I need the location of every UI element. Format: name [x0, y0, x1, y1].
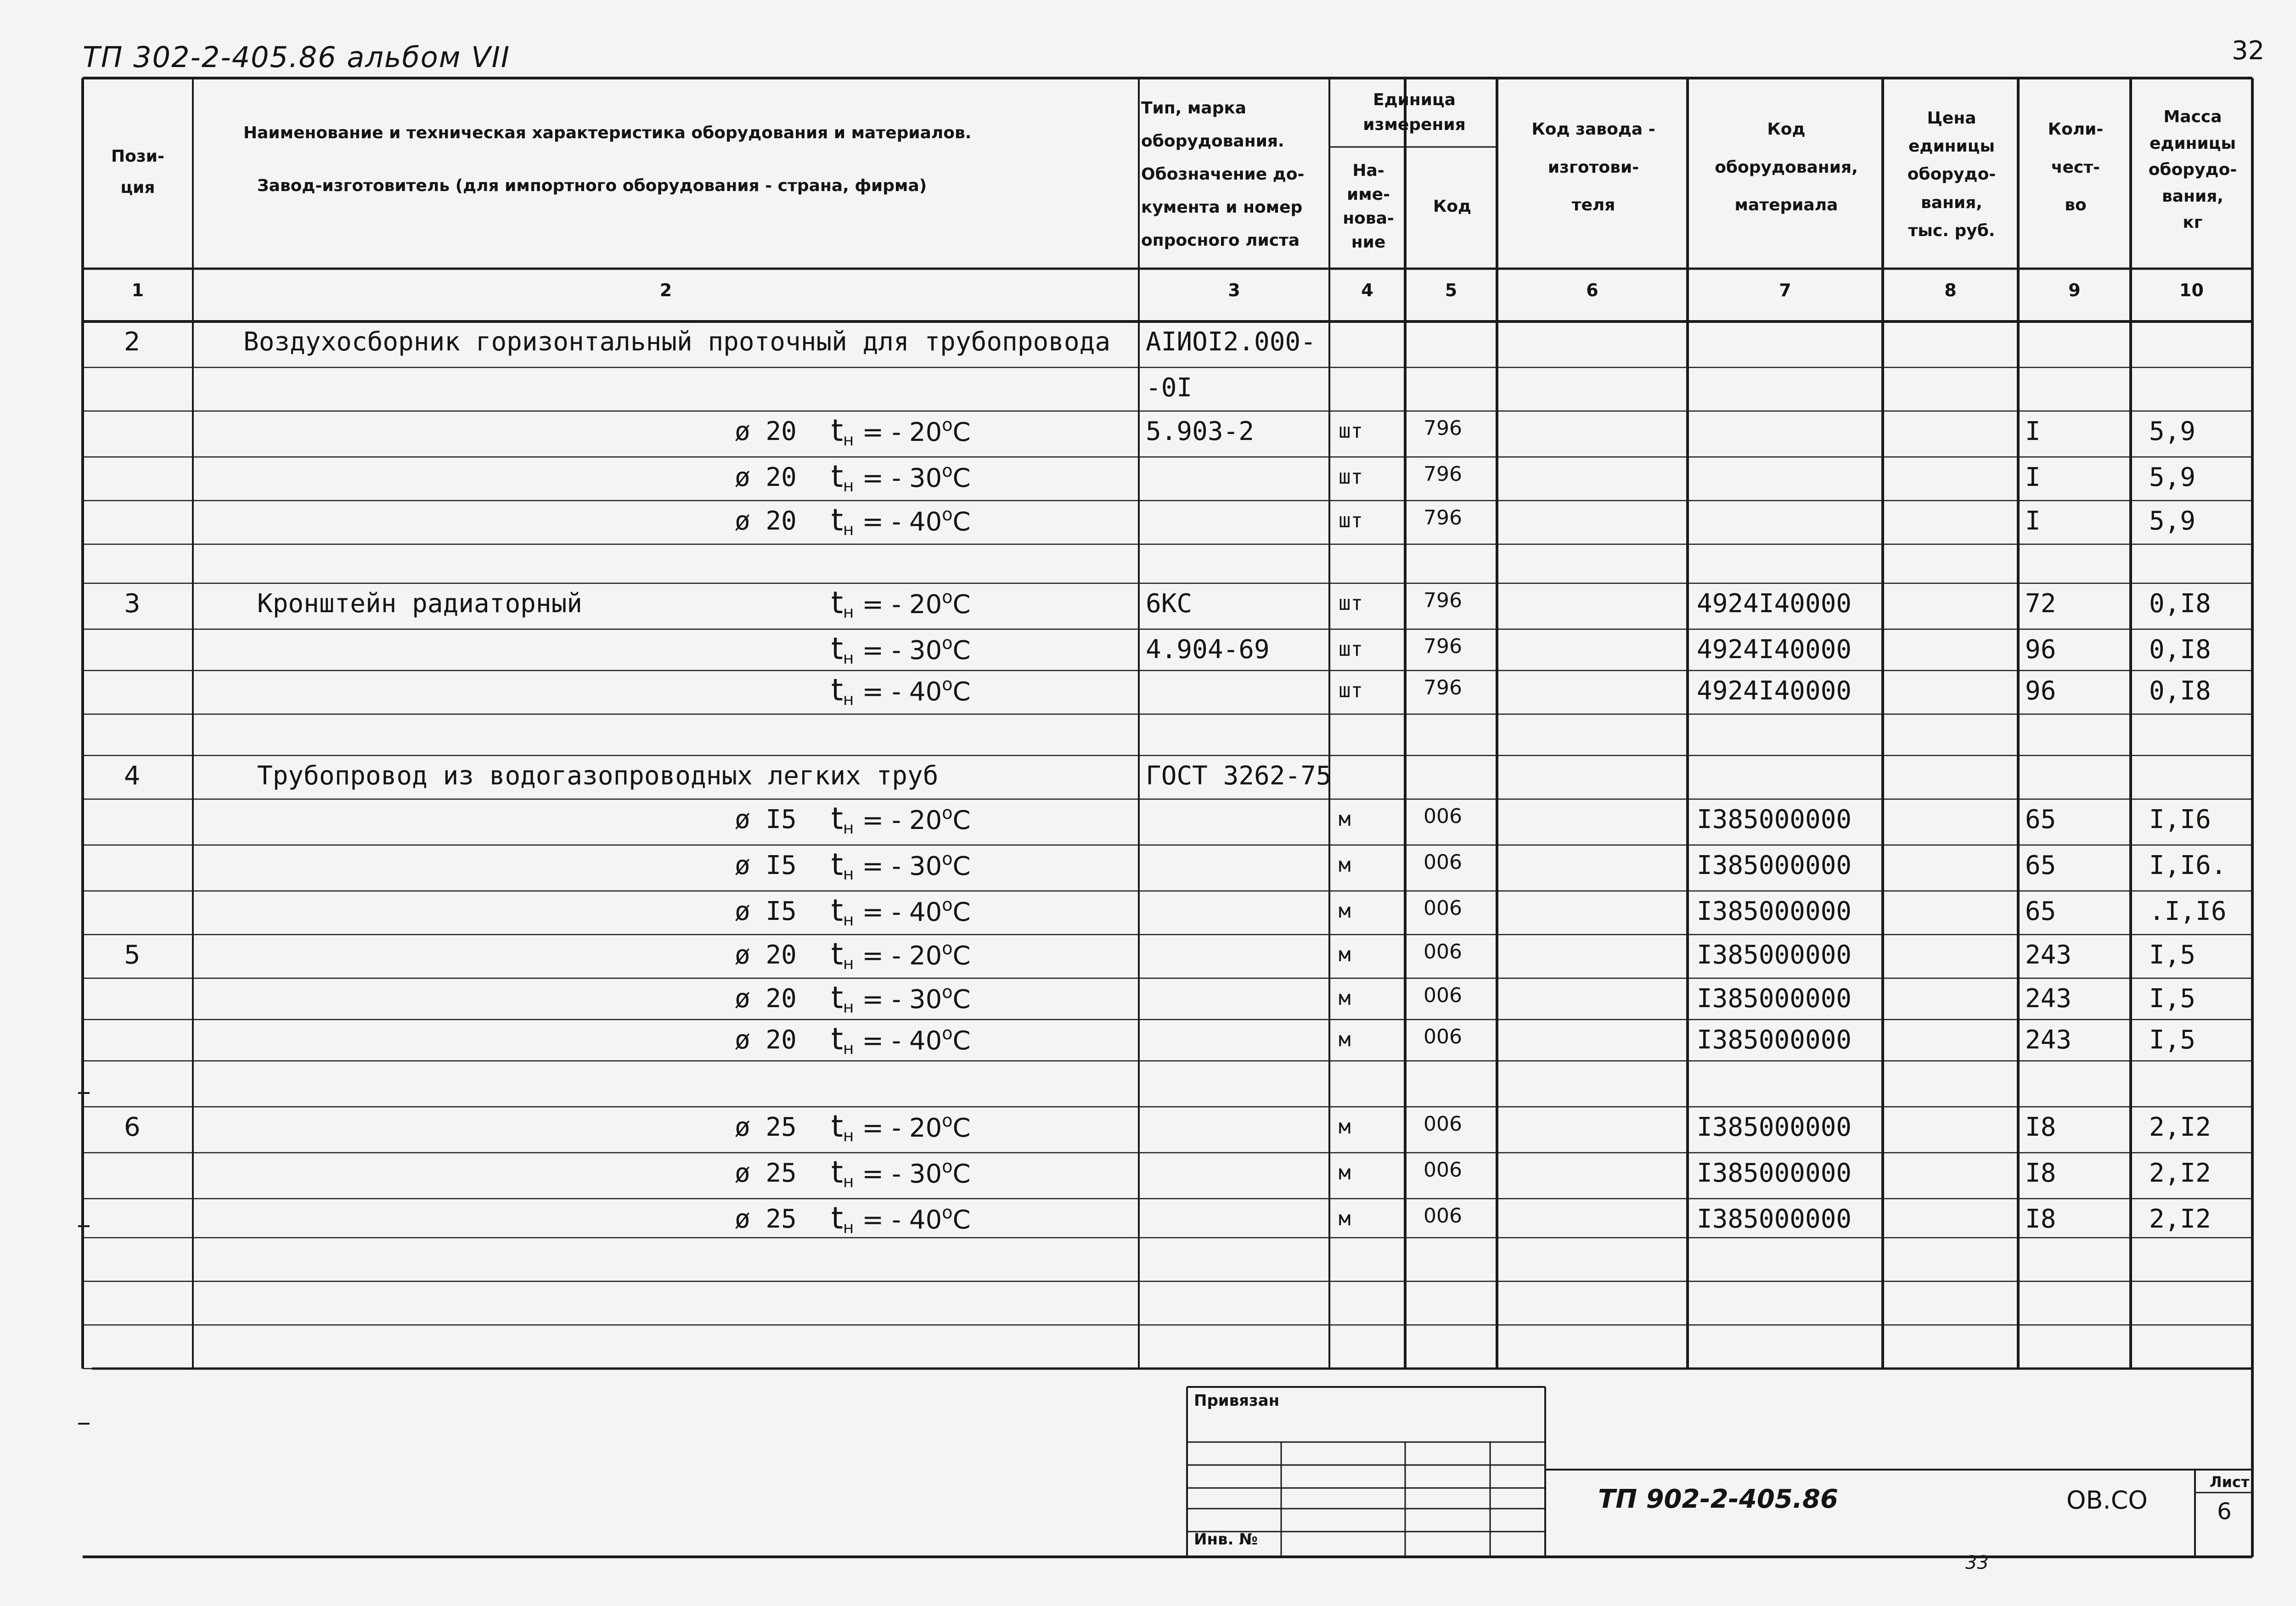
row-19-temperature: $t_н$ = - 30$^o$C [831, 1155, 971, 1191]
row-12-mass: I,I6. [2149, 851, 2227, 880]
stamp-sheet-number: 6 [2217, 1498, 2232, 1525]
row-4-mass: 5,9 [2149, 506, 2196, 536]
row-6-unit-code: 796 [1424, 589, 1462, 612]
row-2-type: 5.903-2 [1146, 417, 1255, 446]
row-15-unit-code: 006 [1424, 984, 1462, 1007]
row-12-unit: м [1339, 853, 1351, 877]
row-14-temperature: $t_н$ = - 20$^o$C [831, 936, 971, 973]
row-3-temperature: $t_н$ = - 30$^o$C [831, 459, 971, 496]
row-2-unit: шт [1339, 419, 1363, 443]
row-11-mass: I,I6 [2149, 805, 2211, 834]
stamp-sheet-label: Лист [2210, 1473, 2250, 1491]
row-19-quantity: I8 [2025, 1158, 2056, 1188]
row-7-quantity: 96 [2025, 635, 2056, 665]
row-18-temperature: $t_н$ = - 20$^o$C [831, 1109, 971, 1145]
column-number-3: 3 [1228, 280, 1240, 300]
row-16-quantity: 243 [2025, 1025, 2072, 1055]
row-10-name: Трубопровод из водогазопроводных легких труб [257, 761, 939, 791]
row-13-equipment-code: I385000000 [1697, 896, 1852, 926]
row-12-temperature: $t_н$ = - 30$^o$C [831, 847, 971, 884]
row-13-unit: м [1339, 899, 1351, 923]
row-6-temperature: $t_н$ = - 20$^o$C [831, 585, 971, 622]
row-0-position: 2 [124, 327, 141, 357]
row-16-temperature: $t_н$ = - 40$^o$C [831, 1021, 971, 1058]
column-number-5: 5 [1445, 280, 1458, 300]
row-1-type: -0I [1146, 373, 1193, 403]
row-12-unit-code: 006 [1424, 851, 1462, 874]
row-14-mass: I,5 [2149, 940, 2196, 970]
row-4-diameter: ø 20 [735, 506, 797, 536]
document-reference: ТП 302-2-405.86 альбом VII [83, 40, 511, 74]
row-8-unit-code: 796 [1424, 676, 1462, 699]
row-18-position: 6 [124, 1112, 141, 1142]
column-number-7: 7 [1779, 280, 1791, 300]
column-number-2: 2 [659, 280, 672, 300]
stamp-bound-label: Привязан [1194, 1392, 1280, 1410]
row-4-unit-code: 796 [1424, 506, 1462, 530]
row-15-equipment-code: I385000000 [1697, 984, 1852, 1014]
row-20-temperature: $t_н$ = - 40$^o$C [831, 1200, 971, 1237]
row-11-unit: м [1339, 807, 1351, 831]
row-11-equipment-code: I385000000 [1697, 805, 1852, 834]
row-14-unit: м [1339, 943, 1351, 966]
row-4-unit: шт [1339, 509, 1363, 532]
header-mass: Масса единицы оборудо- вания, кг [2148, 107, 2237, 232]
row-18-unit-code: 006 [1424, 1112, 1462, 1136]
row-13-mass: .I,I6 [2149, 896, 2227, 926]
row-20-unit-code: 006 [1424, 1204, 1462, 1228]
row-6-equipment-code: 4924I40000 [1697, 589, 1852, 619]
row-13-diameter: ø I5 [735, 896, 797, 926]
header-price: Цена единицы оборудо- вания, тыс. руб. [1907, 109, 1996, 240]
row-11-diameter: ø I5 [735, 805, 797, 834]
header-equipment-code: Код оборудования, материала [1715, 119, 1858, 215]
row-20-quantity: I8 [2025, 1204, 2056, 1234]
row-18-mass: 2,I2 [2149, 1112, 2211, 1142]
row-7-type: 4.904-69 [1146, 635, 1270, 665]
row-10-type: ГОСТ 3262-75 [1146, 761, 1332, 791]
column-number-9: 9 [2068, 280, 2081, 300]
row-18-equipment-code: I385000000 [1697, 1112, 1852, 1142]
row-6-quantity: 72 [2025, 589, 2056, 619]
row-0-name: Воздухосборник горизонтальный проточный для трубопровода [243, 327, 1111, 357]
row-6-mass: 0,I8 [2149, 589, 2211, 619]
row-2-mass: 5,9 [2149, 417, 2196, 446]
stamp-inventory-label: Инв. № [1194, 1530, 1258, 1549]
row-19-unit: м [1339, 1161, 1351, 1184]
row-16-unit: м [1339, 1028, 1351, 1051]
header-unit-name: На- име- нова- ние [1343, 161, 1394, 252]
row-19-equipment-code: I385000000 [1697, 1158, 1852, 1188]
column-number-8: 8 [1944, 280, 1957, 300]
row-14-quantity: 243 [2025, 940, 2072, 970]
row-7-unit: шт [1339, 637, 1363, 661]
row-14-unit-code: 006 [1424, 940, 1462, 964]
header-name-line1: Наименование и техническая характеристика оборудования и материалов. [243, 123, 972, 142]
row-6-name: Кронштейн радиаторный [257, 589, 583, 619]
row-2-diameter: ø 20 [735, 417, 797, 446]
row-15-quantity: 243 [2025, 984, 2072, 1014]
header-unit-code: Код [1433, 197, 1472, 216]
row-7-unit-code: 796 [1424, 635, 1462, 658]
row-14-position: 5 [124, 940, 141, 970]
row-6-type: 6КС [1146, 589, 1193, 619]
row-2-quantity: I [2025, 417, 2041, 446]
row-10-position: 4 [124, 761, 141, 791]
row-14-diameter: ø 20 [735, 940, 797, 970]
row-2-temperature: $t_н$ = - 20$^o$C [831, 413, 971, 450]
column-number-1: 1 [131, 280, 144, 300]
row-6-unit: шт [1339, 592, 1363, 615]
row-3-mass: 5,9 [2149, 462, 2196, 492]
stamp-document-code: ТП 902-2-405.86 [1598, 1484, 1839, 1514]
row-19-unit-code: 006 [1424, 1158, 1462, 1182]
row-20-equipment-code: I385000000 [1697, 1204, 1852, 1234]
column-number-10: 10 [2179, 280, 2204, 300]
row-18-quantity: I8 [2025, 1112, 2056, 1142]
row-3-unit: шт [1339, 465, 1363, 489]
row-15-mass: I,5 [2149, 984, 2196, 1014]
header-factory-code: Код завода - изготови- теля [1531, 119, 1655, 215]
row-0-type: АIИОI2.000- [1146, 327, 1316, 357]
row-13-temperature: $t_н$ = - 40$^o$C [831, 893, 971, 930]
row-7-temperature: $t_н$ = - 30$^o$C [831, 631, 971, 668]
row-19-mass: 2,I2 [2149, 1158, 2211, 1188]
column-number-6: 6 [1586, 280, 1598, 300]
row-3-unit-code: 796 [1424, 462, 1462, 486]
row-15-temperature: $t_н$ = - 30$^o$C [831, 980, 971, 1017]
page-number: 32 [2232, 36, 2265, 66]
row-16-equipment-code: I385000000 [1697, 1025, 1852, 1055]
row-18-diameter: ø 25 [735, 1112, 797, 1142]
row-20-unit: м [1339, 1207, 1351, 1230]
header-unit-group: Единица измерения [1363, 90, 1466, 134]
row-2-unit-code: 796 [1424, 417, 1462, 440]
row-20-mass: 2,I2 [2149, 1204, 2211, 1234]
row-16-mass: I,5 [2149, 1025, 2196, 1055]
stamp-mark: ОВ.СО [2066, 1486, 2148, 1515]
row-14-equipment-code: I385000000 [1697, 940, 1852, 970]
row-20-diameter: ø 25 [735, 1204, 797, 1234]
row-13-quantity: 65 [2025, 896, 2056, 926]
row-7-mass: 0,I8 [2149, 635, 2211, 665]
row-3-diameter: ø 20 [735, 462, 797, 492]
column-number-4: 4 [1361, 280, 1373, 300]
row-3-quantity: I [2025, 462, 2041, 492]
header-quantity: Коли- чест- во [2048, 119, 2104, 215]
row-18-unit: м [1339, 1115, 1351, 1138]
row-8-unit: шт [1339, 679, 1363, 702]
row-15-unit: м [1339, 986, 1351, 1010]
row-16-diameter: ø 20 [735, 1025, 797, 1055]
bottom-page-mark: 33 [1965, 1552, 1989, 1573]
row-8-mass: 0,I8 [2149, 676, 2211, 706]
row-11-unit-code: 006 [1424, 805, 1462, 828]
row-8-temperature: $t_н$ = - 40$^o$C [831, 672, 971, 709]
row-4-temperature: $t_н$ = - 40$^o$C [831, 502, 971, 539]
row-12-equipment-code: I385000000 [1697, 851, 1852, 880]
row-4-quantity: I [2025, 506, 2041, 536]
header-name-line2: Завод-изготовитель (для импортного оборудования - страна, фирма) [257, 176, 927, 195]
row-7-equipment-code: 4924I40000 [1697, 635, 1852, 665]
row-8-quantity: 96 [2025, 676, 2056, 706]
header-type: Тип, марка оборудования. Обозначение до- кумента и номер опросного листа [1141, 99, 1305, 250]
row-15-diameter: ø 20 [735, 984, 797, 1014]
row-12-diameter: ø I5 [735, 851, 797, 880]
row-11-temperature: $t_н$ = - 20$^o$C [831, 801, 971, 838]
row-13-unit-code: 006 [1424, 896, 1462, 920]
row-11-quantity: 65 [2025, 805, 2056, 834]
row-16-unit-code: 006 [1424, 1025, 1462, 1048]
row-8-equipment-code: 4924I40000 [1697, 676, 1852, 706]
row-19-diameter: ø 25 [735, 1158, 797, 1188]
row-12-quantity: 65 [2025, 851, 2056, 880]
row-6-position: 3 [124, 589, 141, 619]
header-position: Пози- ция [111, 147, 164, 197]
